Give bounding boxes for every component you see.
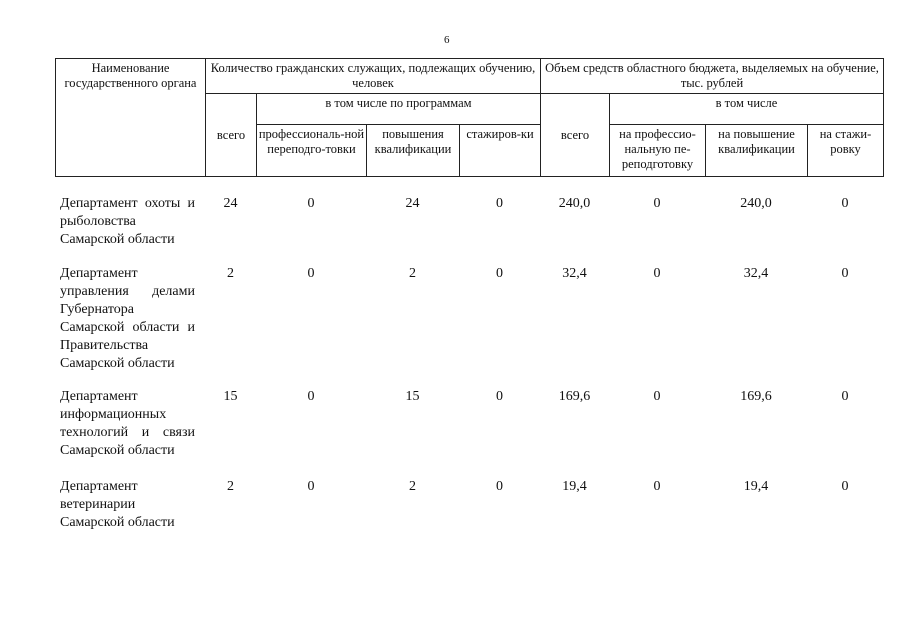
row-value: 24 [223,196,238,211]
row-name: Департамент охоты и рыболовства Самарской области [60,196,195,247]
row-value: 0 [653,196,661,211]
row-name: Департамент информационных технологий и связи Самарской области [60,389,195,458]
row-value: 0 [653,266,661,281]
row-value: 19,4 [562,479,587,494]
row-value: 169,6 [740,389,772,404]
row-value: 2 [409,479,416,494]
row-value: 2 [227,479,234,494]
header-b-intern: на стажи-ровку [808,125,884,177]
row-value: 0 [496,479,503,494]
row-value: 19,4 [743,479,769,494]
row-value: 32,4 [562,266,587,281]
header-incl-programs: в том числе по программам [257,94,541,125]
row-value: 0 [307,479,315,494]
header-budget-group: Объем средств областного бюджета, выделяемых на обучение, тыс. рублей [541,59,884,94]
page-number: 6 [444,34,450,46]
row-value: 0 [496,266,503,281]
row-value: 24 [405,196,420,211]
row-value: 0 [496,196,503,211]
header-b-qual: на повышение квалификации [706,125,808,177]
row-value: 32,4 [743,266,769,281]
header-prof: профессиональ-ной переподго-товки [257,125,367,177]
row-value: 0 [653,389,661,404]
row-value: 0 [841,389,849,404]
header-count-group: Количество гражданских служащих, подлежащих обучению, человек [206,59,541,94]
header-total-budget: всего [541,94,610,177]
row-value: 15 [405,389,420,404]
header-total: всего [206,94,257,177]
row-value: 0 [841,266,849,281]
row-name: Департамент управления делами Губернатора Самарской области и Правительства Самарской области [60,266,195,371]
row-value: 0 [307,196,315,211]
row-value: 0 [841,196,849,211]
header-b-prof: на профессио-нальную пе-реподготовку [610,125,706,177]
row-value: 0 [496,389,503,404]
header-qual: повышения квалификации [367,125,460,177]
table-header [55,58,884,177]
row-value: 169,6 [558,389,591,404]
row-value: 240,0 [740,196,772,211]
row-name: Департамент ветеринарии Самарской области [60,479,175,530]
row-value: 15 [223,389,238,404]
row-value: 0 [653,479,661,494]
row-value: 0 [841,479,849,494]
row-value: 2 [409,266,416,281]
header-intern: стажиров-ки [460,125,541,177]
row-value: 2 [227,266,234,281]
row-value: 0 [307,266,315,281]
row-value: 240,0 [558,196,591,211]
row-value: 0 [307,389,315,404]
header-incl: в том числе [610,94,884,125]
header-name: Наименование государственного органа [56,59,206,177]
